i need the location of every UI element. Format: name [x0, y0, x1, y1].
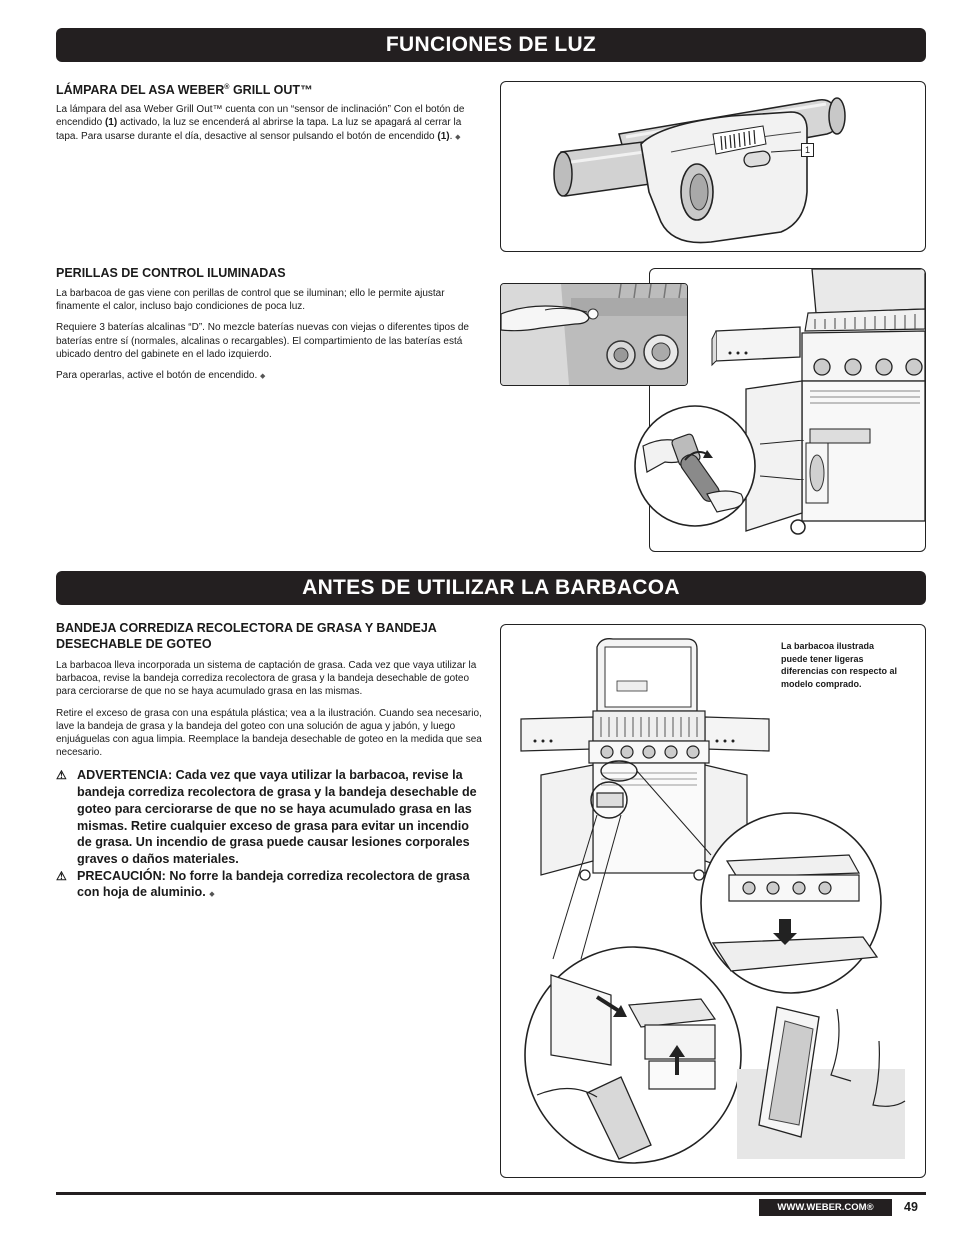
grease-tray-section	[56, 620, 484, 904]
end-diamond-icon: ◆	[260, 373, 266, 381]
illuminated-knobs-section	[56, 265, 484, 391]
weber-url-badge: WWW.WEBER.COM®	[759, 1199, 892, 1216]
grease-tray-heading: BANDEJA CORREDIZA RECOLECTORA DE GRASA Y BANDEJA DESECHABLE DE GOTEO	[56, 621, 437, 651]
warning-notice: ⚠ ADVERTENCIA: Cada vez que vaya utilizar la barbacoa, revise la bandeja corrediza recolectora de grasa y la bandeja desechable de goteo para cerciorarse de que no se haya acumulado grasa en las mismas. Retire cualquier exceso de grasa para evitar un incendio de grasa. Un incendio de grasa puede causar lesiones corporales graves o daños materiales.	[56, 768, 477, 866]
knobs-text-1: La barbacoa de gas viene con perillas de control que se iluminan; ello le permite ajustar finamente el calor, incluso bajo condiciones de poca luz.	[56, 288, 445, 313]
callout-leader-lines	[760, 440, 810, 480]
grease-text-2: Retire el exceso de grasa con una espátula plástica; vea a la ilustración. Cuando sea necesario, lave la bandeja de grasa y la bandeja del goteo con una solución de agua y jabón, y luego enjuáguelas con agua limpia. Reemplace la bandeja desechable de goteo en la medida que sea necesario.	[56, 707, 482, 759]
grease-text-1: La barbacoa lleva incorporada un sistema de captación de grasa. Cada vez que vaya utilizar la barbacoa, revise la bandeja corrediza recolectora de grasa y la bandeja desechable de goteo para cerciorarse de que no se haya acumulado grasa en las mismas.	[56, 660, 477, 698]
knob-closeup-illustration	[500, 283, 688, 386]
warning-triangle-icon: ⚠	[56, 868, 67, 883]
end-diamond-icon: ◆	[455, 133, 461, 141]
illustration-disclaimer: La barbacoa ilustrada puede tener ligeras diferencias con respecto al modelo comprado.	[781, 641, 898, 689]
handle-lamp-section	[56, 80, 484, 152]
knobs-text-3: Para operarlas, active el botón de encendido. ◆	[56, 370, 266, 382]
section-banner-lights: FUNCIONES DE LUZ	[56, 28, 926, 62]
footer-rule	[56, 1192, 926, 1195]
grease-tray-illustration	[500, 624, 926, 1178]
section-banner-before-use: ANTES DE UTILIZAR LA BARBACOA	[56, 571, 926, 605]
handle-lamp-illustration	[500, 81, 926, 252]
warning-triangle-icon: ⚠	[56, 768, 67, 783]
battery-insert-callout	[629, 402, 765, 530]
illuminated-knobs-heading: PERILLAS DE CONTROL ILUMINADAS	[56, 266, 286, 280]
knobs-text-2: Requiere 3 baterías alcalinas “D”. No mezcle baterías nuevas con viejas o diferentes tipos de baterías entre sí (normales, alcalinas o recargables). El compartimiento de las baterías está ubicado dentro del gabinete en el lado izquierdo.	[56, 322, 469, 360]
handle-lamp-text: La lámpara del asa Weber Grill Out™ cuenta con un “sensor de inclinación” Con el botón de encendido (1) activado, la luz se encenderá al abrirse la tapa. La luz se apagará al cerrar la tapa. Para usarse durante el día, desactive al sensor pulsando el botón de encendido (1). ◆	[56, 104, 465, 142]
page-number: 49	[904, 1200, 918, 1214]
callout-1-label: 1	[801, 143, 814, 157]
handle-lamp-heading: LÁMPARA DEL ASA WEBER® GRILL OUT™	[56, 83, 313, 98]
end-diamond-icon: ◆	[209, 891, 215, 899]
caution-notice: ⚠ PRECAUCIÓN: No forre la bandeja corrediza recolectora de grasa con hoja de aluminio. ◆	[56, 868, 484, 904]
